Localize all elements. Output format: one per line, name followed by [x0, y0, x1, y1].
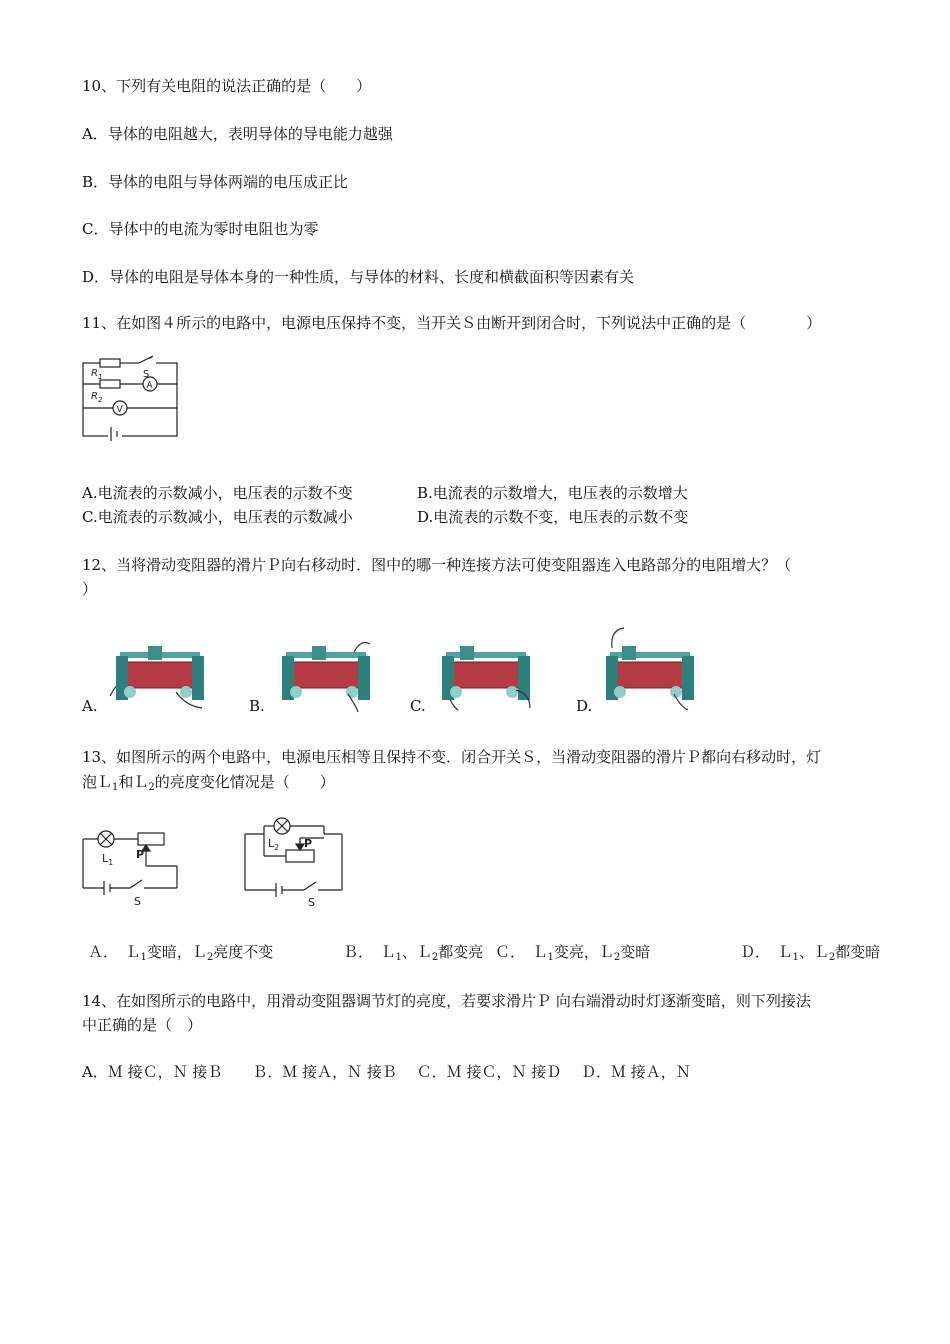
q12-option-c: C.	[410, 697, 426, 715]
q13-circuit-1	[80, 825, 184, 907]
q14-stem-line2: 中正确的是（ ）	[82, 1016, 203, 1034]
q13-circuit-2	[242, 814, 346, 908]
q13-stem-line2: 泡Ｌ$_1$和Ｌ$_2$的亮度变化情况是（ ）	[82, 773, 335, 793]
q14-stem-line1: 14、在如图所示的电路中，用滑动变阻器调节灯的亮度，若要求滑片Ｐ 向右端滑动时灯逐渐变暗，则下列接法	[82, 992, 811, 1010]
q13-option-a: Ａ． Ｌ$_1$变暗，Ｌ$_2$亮度不变	[88, 943, 274, 963]
q13-fig1-switch-label: S	[134, 895, 141, 908]
rheostat-image-a	[106, 636, 206, 712]
ammeter-label: A	[146, 381, 153, 391]
q11-option-c: C.电流表的示数减小，电压表的示数减小	[82, 508, 353, 526]
q12-stem-line2: ）	[82, 580, 98, 598]
q12-stem-line1: 12、当将滑动变阻器的滑片Ｐ向右移动时．图中的哪一种连接方法可使变阻器连入电路部分的电阻增大？（	[82, 556, 792, 574]
q13-fig2-switch-label: S	[308, 896, 315, 909]
q11-option-b: B.电流表的示数增大，电压表的示数增大	[417, 484, 688, 502]
q10-option-d: D．导体的电阻是导体本身的一种性质，与导体的材料、长度和横截面积等因素有关	[82, 268, 635, 286]
q13-option-c: Ｃ． Ｌ$_1$变亮，Ｌ$_2$变暗	[495, 943, 651, 963]
rheostat-image-b	[272, 636, 372, 712]
q11-option-d: D.电流表的示数不变，电压表的示数不变	[417, 508, 689, 526]
rheostat-image-d	[596, 624, 696, 712]
q10-option-a: A．导体的电阻越大，表明导体的导电能力越强	[82, 125, 393, 143]
voltmeter-label: V	[116, 405, 123, 415]
q13-fig2-lamp-label: $L_2$	[268, 837, 280, 852]
q14-options: A．Ｍ 接Ｃ，Ｎ 接Ｂ Ｂ．Ｍ 接Ａ，Ｎ 接Ｂ Ｃ．Ｍ 接Ｃ，Ｎ 接Ｄ Ｄ．Ｍ 接Ａ，Ｎ	[82, 1063, 691, 1081]
q12-option-d: D.	[576, 697, 593, 715]
q11-option-a: A.电流表的示数减小，电压表的示数不变	[82, 484, 353, 502]
q13-option-d: Ｄ． Ｌ$_1$、Ｌ$_2$都变暗	[740, 943, 881, 963]
q12-option-a: A.	[82, 697, 98, 715]
q11-circuit-diagram	[80, 355, 180, 441]
q13-option-b: Ｂ． Ｌ$_1$、Ｌ$_2$都变亮	[343, 943, 484, 963]
switch-label: S	[143, 369, 150, 380]
q10-option-c: C．导体中的电流为零时电阻也为零	[82, 220, 319, 238]
q13-fig2-slider-label: P	[304, 837, 313, 850]
q13-fig1-lamp-label: $L_1$	[102, 852, 114, 867]
r2-label: $R_2$	[91, 391, 103, 404]
q13-stem-line1: 13、如图所示的两个电路中，电源电压相等且保持不变．闭合开关Ｓ，当滑动变阻器的滑片Ｐ都向右移动时，灯	[82, 748, 822, 766]
r1-label: $R_1$	[91, 368, 103, 381]
q10-stem: 10、下列有关电阻的说法正确的是（ ）	[82, 77, 372, 95]
q10-option-b: B．导体的电阻与导体两端的电压成正比	[82, 173, 349, 191]
q11-stem: 11、在如图４所示的电路中，电源电压保持不变，当开关Ｓ由断开到闭合时，下列说法中正确的是（ ）	[82, 314, 822, 332]
q12-option-b: B.	[249, 697, 265, 715]
q13-fig1-slider-label: P	[136, 848, 145, 861]
rheostat-image-c	[432, 636, 532, 712]
